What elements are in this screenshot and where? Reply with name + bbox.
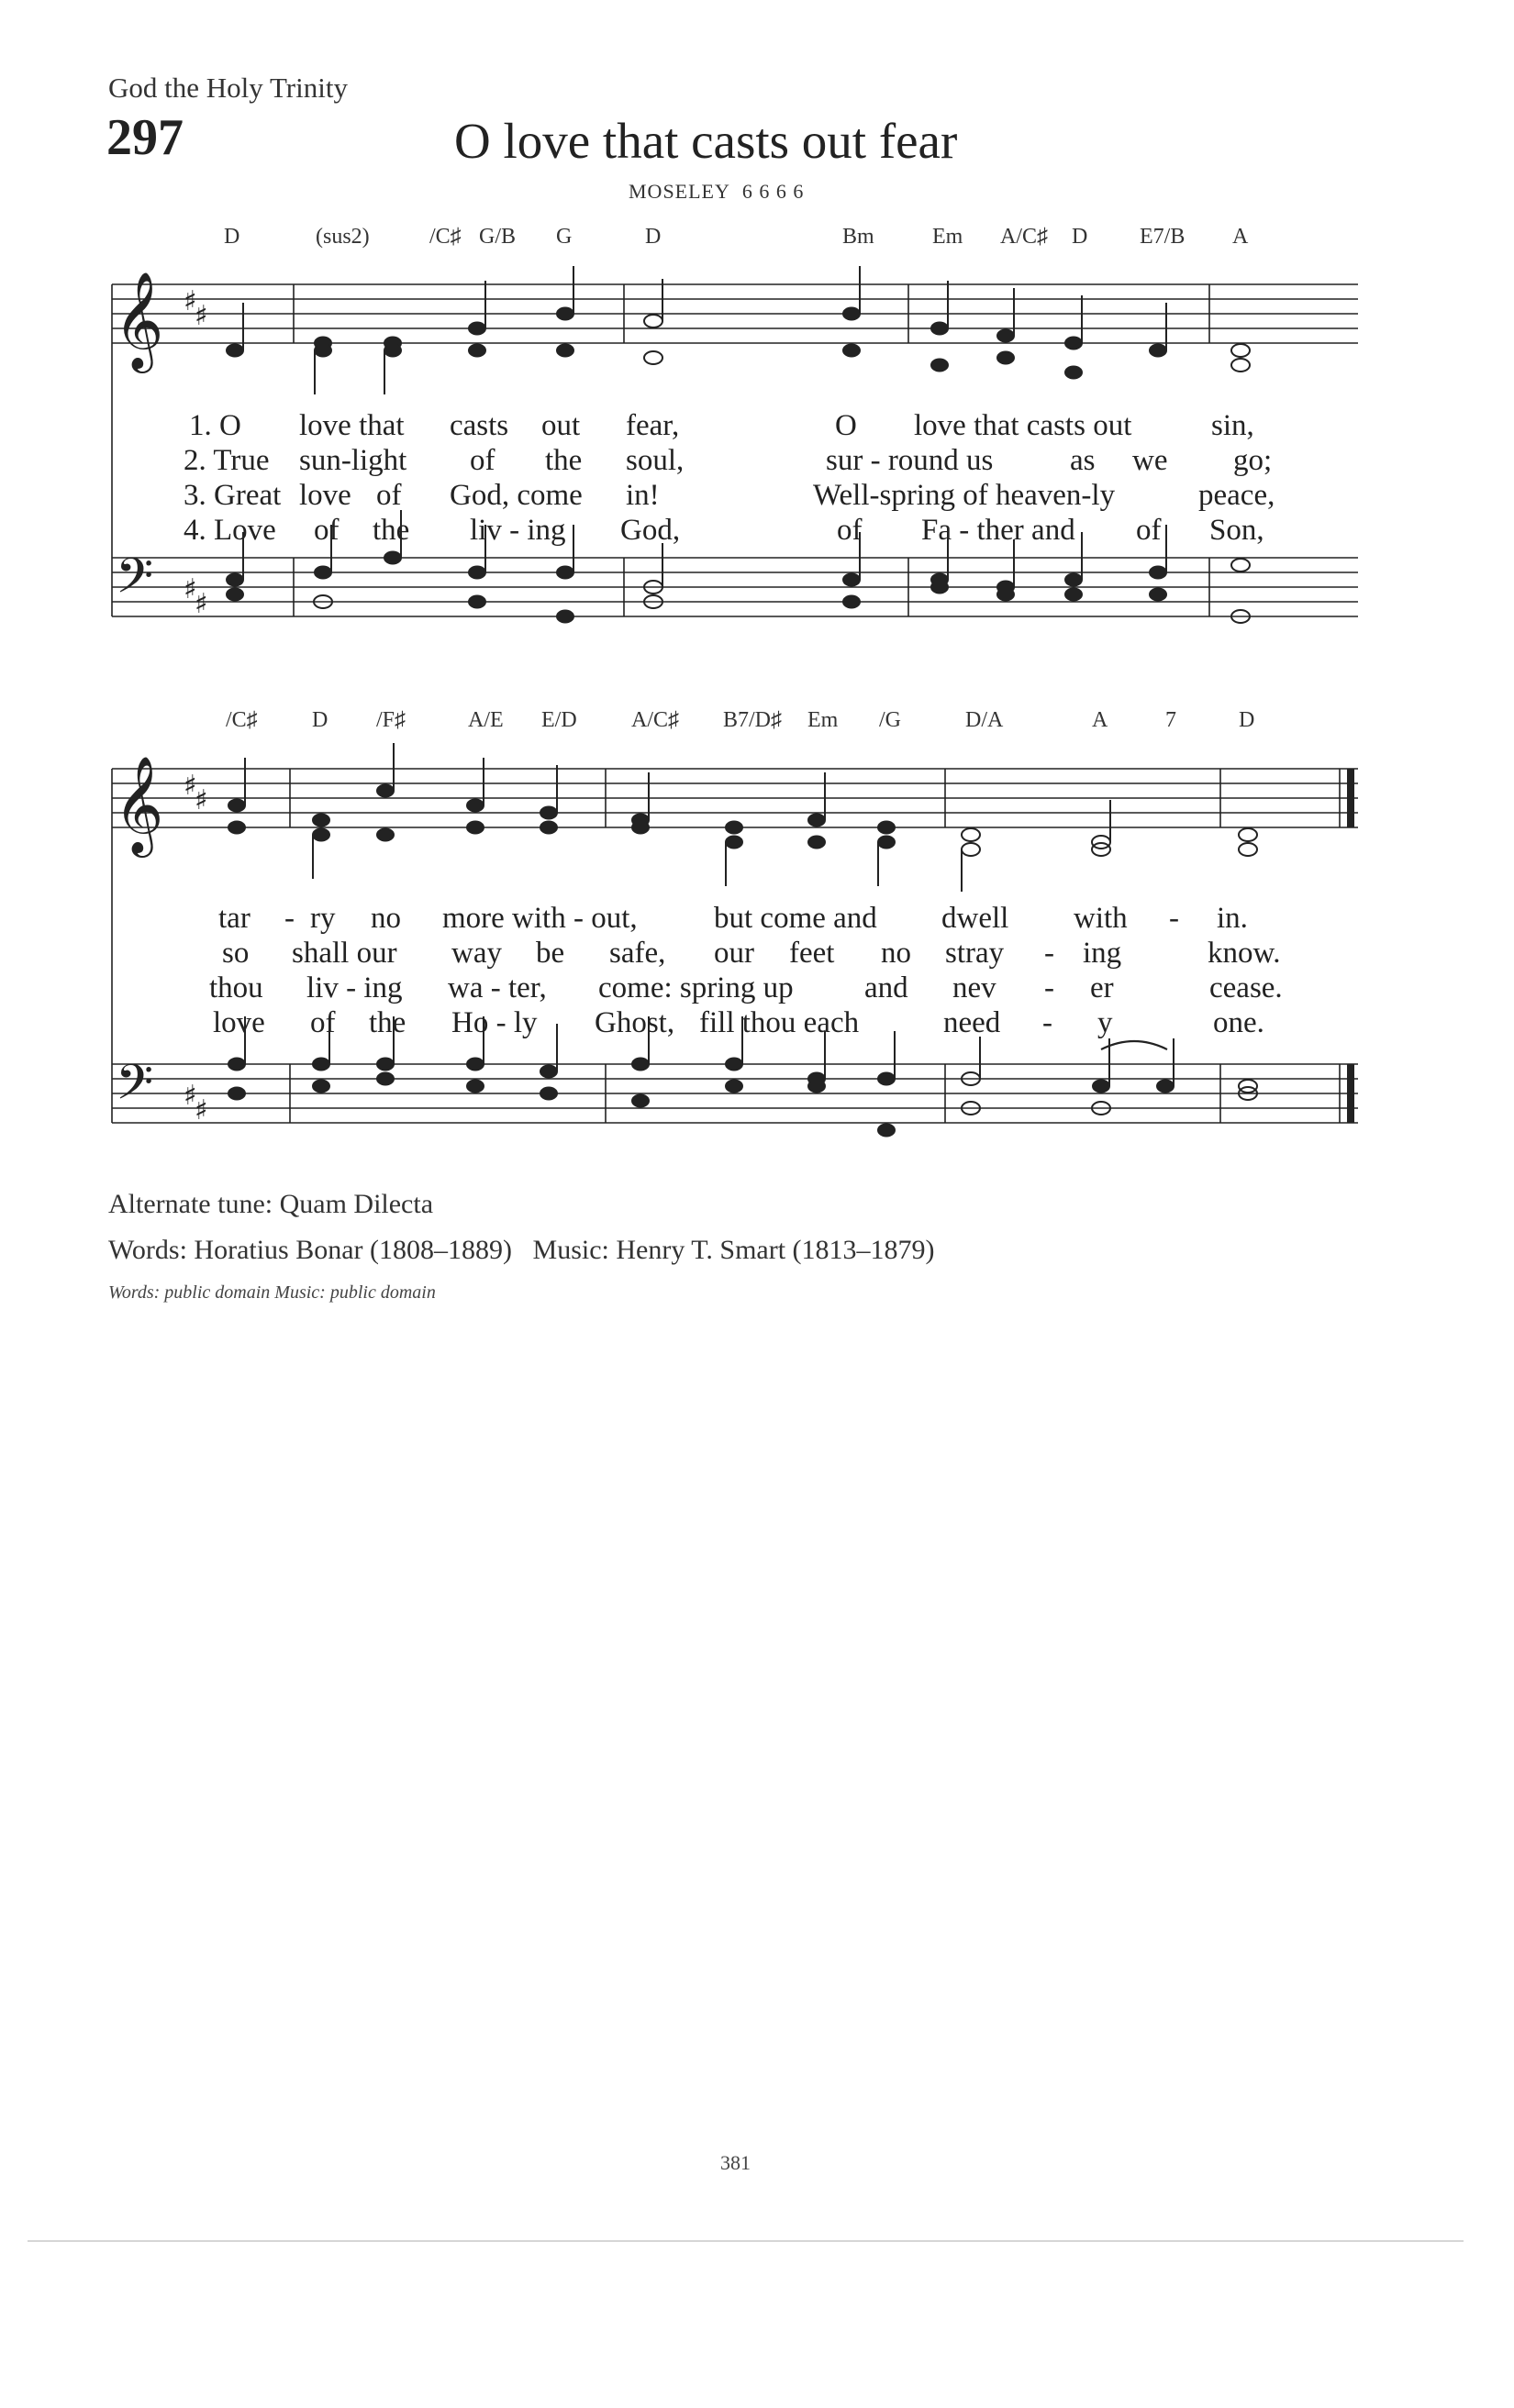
sharp-icon: ♯ [195, 300, 208, 332]
lyric: - [1042, 1006, 1052, 1039]
final-barline [1347, 1064, 1354, 1123]
credits-line [108, 1235, 935, 1266]
lyric: 1. O [189, 409, 241, 442]
lyric: soul, [626, 444, 685, 477]
chord: /F♯ [376, 708, 406, 732]
lyric: but come and [714, 902, 877, 935]
lyric: come: spring up [598, 971, 794, 1004]
lyric: Ghost, [595, 1006, 675, 1039]
lyric: the [369, 1006, 406, 1039]
lyric: - [1169, 902, 1179, 935]
chord: /C♯ [226, 708, 258, 732]
lyric: the [373, 514, 410, 547]
sharp-icon: ♯ [184, 285, 197, 317]
lyric: need [943, 1006, 1001, 1039]
lyric: of [1136, 514, 1162, 547]
lyric: no [371, 902, 401, 935]
lyric: of [376, 479, 402, 512]
final-barline [1347, 769, 1354, 827]
lyric: 4. Love [184, 514, 276, 547]
lyric: in! [626, 479, 660, 512]
verse-3-line-2 [0, 971, 1514, 1008]
lyric: and [864, 971, 908, 1004]
section-heading: God the Holy Trinity [108, 72, 348, 104]
chord: A/E [468, 708, 504, 732]
lyric: Ho - ly [451, 1006, 538, 1039]
hymn-number: 297 [106, 109, 184, 166]
treble-clef-icon: 𝄞 [114, 271, 164, 369]
lyric: nev [952, 971, 996, 1004]
lyric: liv - ing [470, 514, 566, 547]
treble-notes [228, 743, 1257, 892]
lyric: God, [620, 514, 681, 547]
lyric: sur - round us [826, 444, 994, 477]
lyric: casts [450, 409, 509, 442]
lyric: of [314, 514, 340, 547]
lyric: tar [218, 902, 250, 935]
lyric: sun-light [299, 444, 407, 477]
bass-clef-icon: 𝄢 [116, 549, 154, 616]
chord: A [1232, 225, 1249, 249]
chord: Bm [842, 225, 874, 249]
sharp-icon: ♯ [195, 1094, 208, 1126]
copyright-line: Words: public domain Music: public domain [108, 1282, 436, 1303]
lyric: dwell [941, 902, 1009, 935]
lyric: God, come [450, 479, 583, 512]
lyric: ry [310, 902, 336, 935]
sharp-icon: ♯ [195, 784, 208, 816]
treble-notes [227, 266, 1250, 394]
lyric: more with - out, [442, 902, 638, 935]
page-number: 381 [720, 2151, 751, 2174]
lyric: the [545, 444, 583, 477]
lyric: peace, [1198, 479, 1275, 512]
chord: A [1092, 708, 1108, 732]
lyric: cease. [1209, 971, 1283, 1004]
lyric: know. [1208, 937, 1281, 970]
chord: B7/D♯ [723, 708, 783, 732]
lyric: stray [945, 937, 1005, 970]
bottom-divider [28, 2240, 1464, 2242]
verse-1-line-2 [0, 902, 1514, 938]
sharp-icon: ♯ [184, 573, 197, 605]
chord: A/C♯ [1000, 225, 1049, 249]
treble-clef-icon: 𝄞 [114, 755, 164, 853]
lyric: fear, [626, 409, 680, 442]
lyric: love that casts out [914, 409, 1132, 442]
lyric: Well-spring of heaven-ly [813, 479, 1116, 512]
lyric: with [1074, 902, 1128, 935]
chord: (sus2) [316, 225, 370, 249]
lyric: one. [1213, 1006, 1264, 1039]
chord: Em [807, 708, 839, 732]
lyric: feet [789, 937, 835, 970]
lyric: wa - ter, [448, 971, 547, 1004]
lyric: thou [209, 971, 263, 1004]
lyric: love [299, 479, 351, 512]
lyric: no [881, 937, 911, 970]
lyric: er [1090, 971, 1114, 1004]
lyric: liv - ing [306, 971, 403, 1004]
lyric: safe, [609, 937, 666, 970]
lyric: love that [299, 409, 405, 442]
chord: E7/B [1140, 225, 1186, 249]
chord: 7 [1165, 708, 1176, 732]
chord: D [645, 225, 662, 249]
chord: /G [879, 708, 901, 732]
bass-clef-icon: 𝄢 [116, 1055, 154, 1123]
lyric: - [1044, 937, 1054, 970]
lyric: shall our [292, 937, 397, 970]
meter: 6 6 6 6 [741, 180, 805, 203]
chord-row-1 [0, 225, 1514, 252]
lyric: - [1044, 971, 1054, 1004]
lyric: our [714, 937, 754, 970]
verse-4-line-1 [0, 514, 1514, 550]
chord: /C♯ [429, 225, 462, 249]
chord-row-2 [0, 708, 1514, 736]
lyric: we [1132, 444, 1168, 477]
lyric: 2. True [184, 444, 270, 477]
sharp-icon: ♯ [195, 588, 208, 620]
sharp-icon: ♯ [184, 770, 197, 802]
chord: D [1239, 708, 1255, 732]
chord: G/B [479, 225, 517, 249]
lyric: of [837, 514, 863, 547]
chord: D [1072, 225, 1088, 249]
lyric: 3. Great [184, 479, 282, 512]
lyric: go; [1233, 444, 1273, 477]
lyric: way [451, 937, 502, 970]
chord: E/D [541, 708, 577, 732]
lyric: so [222, 937, 250, 970]
lyric: ing [1083, 937, 1122, 970]
lyric: love [213, 1006, 265, 1039]
words-credit: Words: Horatius Bonar (1808–1889) [108, 1235, 513, 1265]
verse-1-line-1 [0, 409, 1514, 446]
lyric: - [284, 902, 295, 935]
alternate-tune: Alternate tune: Quam Dilecta [108, 1189, 434, 1219]
music-credit: Music: Henry T. Smart (1813–1879) [532, 1235, 935, 1265]
lyric: y [1097, 1006, 1113, 1039]
tune-name: MOSELEY [629, 180, 730, 203]
chord: D [312, 708, 328, 732]
verse-2-line-2 [0, 937, 1514, 973]
lyric: Son, [1209, 514, 1264, 547]
lyric: O [835, 409, 857, 442]
lyric: fill thou each [699, 1006, 860, 1039]
verse-2-line-1 [0, 444, 1514, 481]
chord: G [556, 225, 573, 249]
sharp-icon: ♯ [184, 1080, 197, 1112]
lyric: as [1070, 444, 1096, 477]
tune-line [629, 180, 804, 204]
verse-3-line-1 [0, 479, 1514, 516]
hymn-title: O love that casts out fear [454, 113, 958, 169]
lyric: Fa - ther and [921, 514, 1075, 547]
chord: A/C♯ [631, 708, 680, 732]
lyric: sin, [1211, 409, 1254, 442]
lyric: of [470, 444, 495, 477]
lyric: out [541, 409, 581, 442]
verse-4-line-2 [0, 1006, 1514, 1043]
chord: Em [932, 225, 963, 249]
lyric: in. [1217, 902, 1248, 935]
chord: D [224, 225, 240, 249]
chord: D/A [965, 708, 1004, 732]
lyric: of [310, 1006, 336, 1039]
lyric: be [536, 937, 565, 970]
